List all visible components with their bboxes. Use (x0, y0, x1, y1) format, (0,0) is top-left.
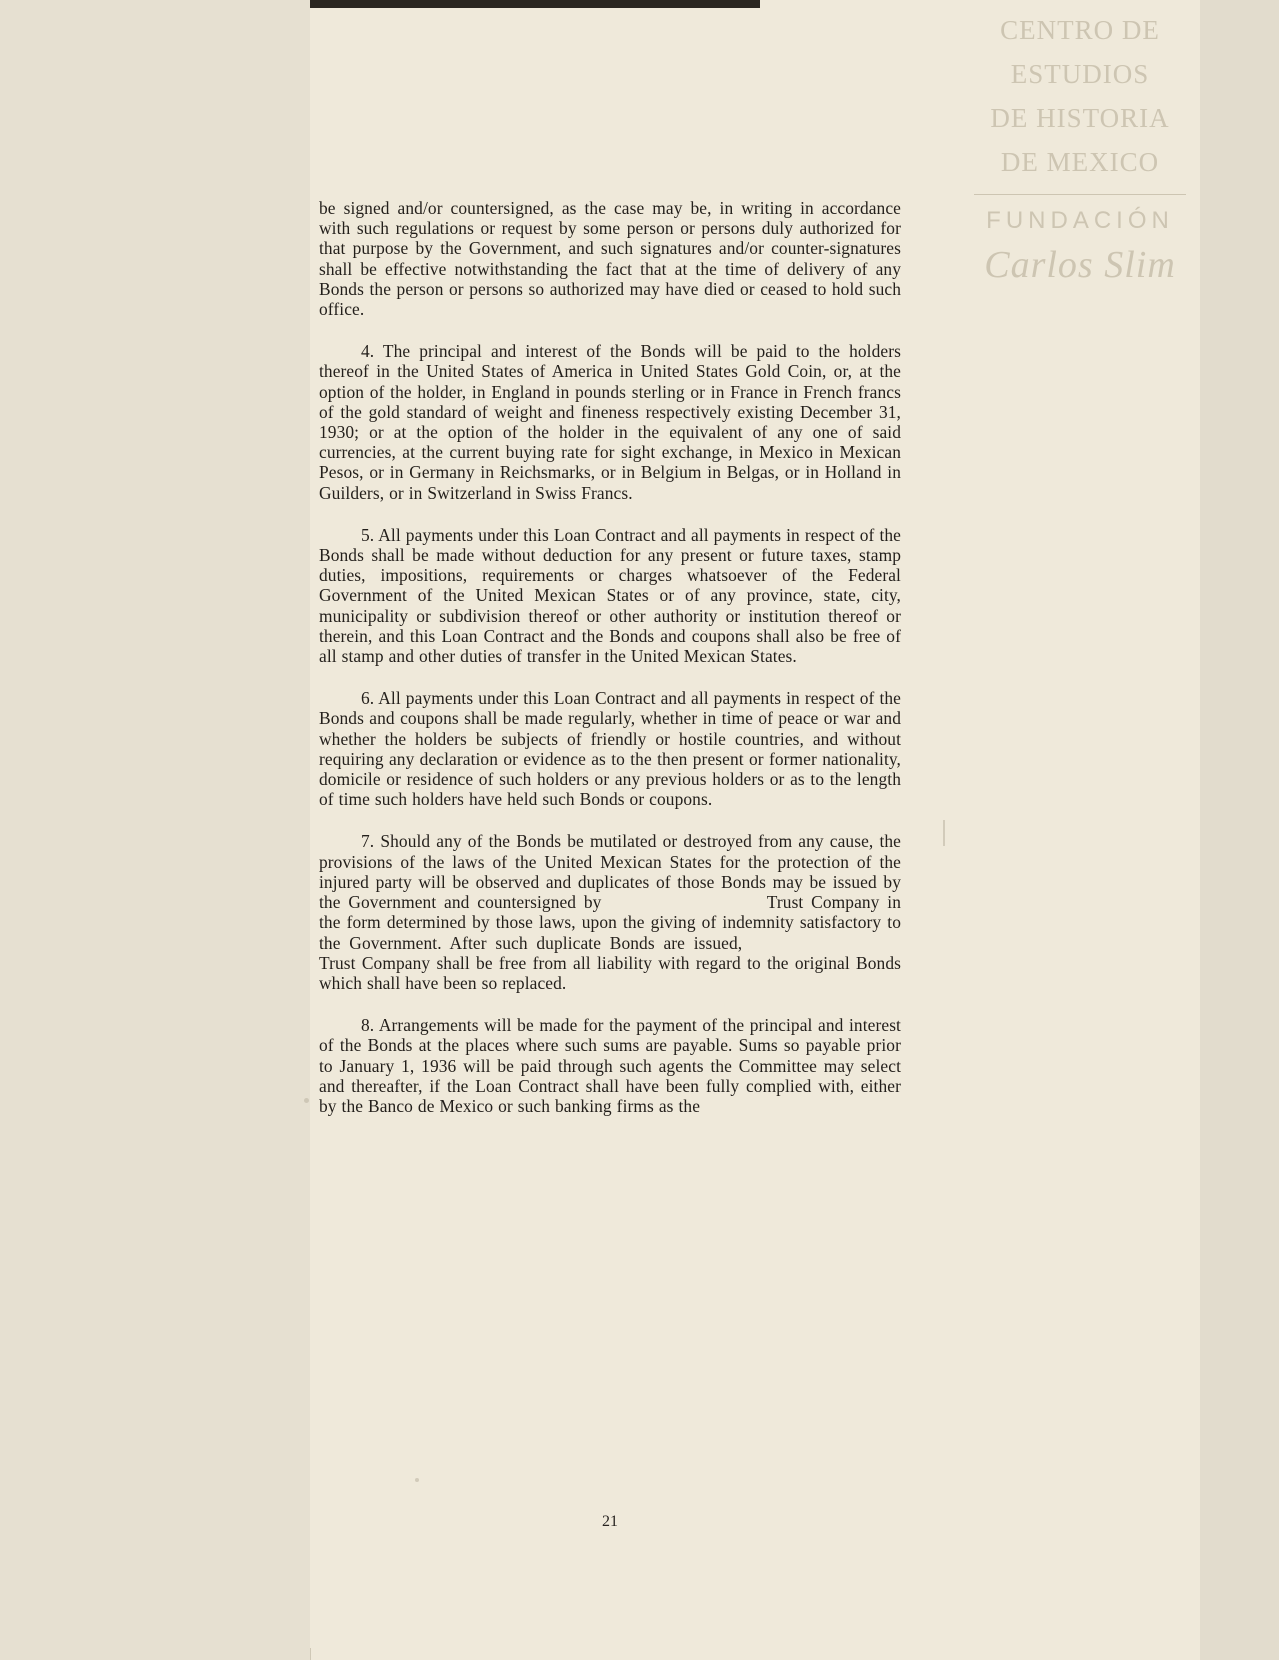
watermark-divider (974, 194, 1186, 195)
page-left-margin (0, 0, 311, 1660)
paragraph-clause-8: 8. Arrangements will be made for the payment of the principal and interest of the Bonds at the places where such sums are payable. Sums so payable prior to January 1, 1936 will be paid through such agents the Committee may select and thereafter, if the Loan Contract shall have been fully complied with, either by the Banco de Mexico or such banking firms as the (319, 1015, 901, 1116)
paper-mark (943, 820, 945, 846)
clause-7-part-2: Trust Company in the form determined by those laws, upon the giving of indemnity satisfactory to the Government. After such duplicate Bonds are issued, (319, 892, 901, 953)
paragraph-clause-7 (319, 831, 901, 993)
watermark-line-3: DE HISTORIA (990, 103, 1170, 133)
paper-speck (304, 1098, 309, 1103)
paragraph-clause-4: 4. The principal and interest of the Bonds will be paid to the holders thereof in the United States of America in United States Gold Coin, or, at the option of the holder, in England in pounds sterling or in France in French francs of the gold standard of weight and fineness respectively existing December 31, 1930; or at the option of the holder in the equivalent of any one of said currencies, at the current buying rate for sight exchange, in Mexico in Mexican Pesos, or in Germany in Reichsmarks, or in Belgium in Belgas, or in Holland in Guilders, or in Switzerland in Swiss Francs. (319, 341, 901, 503)
watermark-line-1: CENTRO DE (1000, 15, 1160, 45)
text-column (319, 198, 901, 1530)
page-top-edge-shadow (310, 0, 760, 8)
paper-speck-2 (415, 1478, 419, 1482)
clause-7-part-1: 7. Should any of the Bonds be mutilated or destroyed from any cause, the provisions of the laws of the United Mexican States for the protection of the injured party will be observed and duplicates of those Bonds may be issued by the Government and countersigned by (319, 831, 901, 913)
page-body (310, 8, 1200, 1648)
clause-7-part-3: Trust Company shall be free from all liability with regard to the original Bonds which shall have been so replaced. (319, 952, 901, 993)
watermark-foundation-label: FUNDACIÓN (986, 207, 1174, 234)
paragraph-clause-5: 5. All payments under this Loan Contract and all payments in respect of the Bonds shall be made without deduction for any present or future taxes, stamp duties, impositions, requirements or charges whatsoever of the Federal Government of the United Mexican States or of any province, state, city, municipality or subdivision thereof or other authority or institution thereof or therein, and this Loan Contract and the Bonds and coupons shall also be free of all stamp and other duties of transfer in the United Mexican States. (319, 524, 901, 667)
watermark-signature: Carlos Slim (984, 244, 1176, 286)
watermark-line-4: DE MEXICO (1000, 147, 1160, 177)
page-number: 21 (602, 1513, 618, 1530)
page-right-margin (1200, 0, 1279, 1660)
archive-watermark (960, 8, 1200, 291)
watermark-line-2: ESTUDIOS (1010, 59, 1150, 89)
paragraph-continued: be signed and/or countersigned, as the case may be, in writing in accordance with such regulations or request by some person or persons duly authorized for that purpose by the Government, and such signatures and/or counter-signatures shall be effective notwithstanding the fact that at the time of delivery of any Bonds the person or persons so authorized may have died or ceased to hold such office. (319, 198, 901, 320)
paragraph-clause-6: 6. All payments under this Loan Contract and all payments in respect of the Bonds and coupons shall be made regularly, whether in time of peace or war and whether the holders be subjects of friendly or hostile countries, and without requiring any declaration or evidence as to the then present or former nationality, domicile or residence of such holders or any previous holders or as to the length of time such holders have held such Bonds or coupons. (319, 688, 901, 810)
